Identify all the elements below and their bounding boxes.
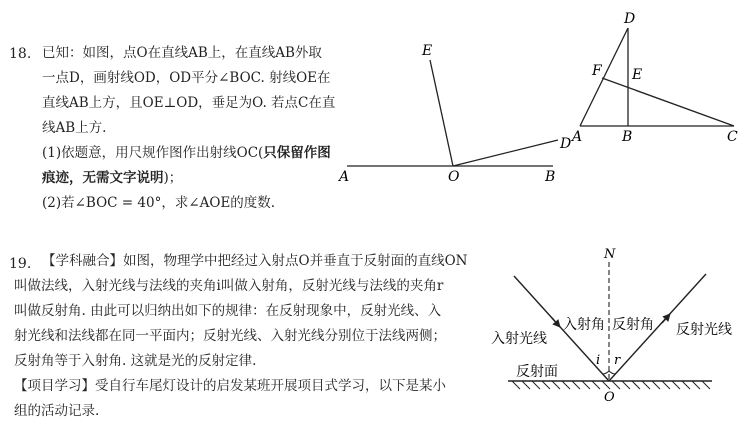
label-f: F — [592, 63, 602, 79]
q18-part-1-suffix: )； — [163, 170, 183, 186]
label-e2: E — [632, 67, 643, 83]
q18-line-4: 线AB上方. — [42, 120, 107, 136]
label-n: N — [604, 247, 616, 262]
label-incidence-angle: 入射角 — [563, 317, 605, 333]
label-r: r — [614, 353, 621, 368]
label-a: A — [339, 169, 350, 185]
label-o: O — [448, 169, 460, 185]
q19-line-3: 叫做反射角. 由此可以归纳出如下的规律：在反射现象中，反射光线、入 — [14, 303, 442, 319]
question-18-number: 18. — [9, 46, 32, 62]
label-surface: 反射面 — [516, 364, 558, 380]
q19-line-7: 组的活动记录. — [14, 403, 100, 419]
q19-line-6: 【项目学习】受自行车尾灯设计的启发某班开展项目式学习，以下是某小 — [14, 378, 446, 394]
reflected-ray-arrow — [662, 314, 670, 323]
angle-r-arc — [609, 371, 615, 374]
label-a2: A — [572, 129, 583, 145]
label-reflection-angle: 反射角 — [612, 317, 654, 333]
q18-line-2: 一点D，画射线OD，OD平分∠BOC. 射线OE在 — [42, 70, 331, 86]
q19-line-1: 【学科融合】如图，物理学中把经过入射点O并垂直于反射面的直线ON — [42, 253, 468, 269]
label-b: B — [545, 169, 556, 185]
label-c2: C — [727, 129, 738, 145]
q19-line-2: 叫做法线，入射光线与法线的夹角i叫做入射角，反射光线与法线的夹角r — [14, 278, 444, 294]
q18-line-3: 直线AB上方，且OE⊥OD，垂足为O. 若点C在直 — [42, 95, 336, 111]
incident-ray-arrow — [552, 318, 560, 327]
label-reflected-ray: 反射光线 — [676, 322, 732, 338]
q18-part-1-bold: 只保留作图 — [263, 145, 331, 161]
label-e: E — [422, 43, 433, 59]
q18-line-1: 已知：如图，点O在直线AB上，在直线AB外取 — [42, 45, 322, 61]
label-o3: O — [604, 390, 615, 405]
question-19-number: 19. — [9, 256, 32, 272]
surface-hatching — [512, 381, 710, 389]
label-i: i — [596, 353, 601, 368]
angle-i-arc — [603, 371, 609, 374]
q19-line-5: 反射角等于入射角. 这就是光的反射定律. — [14, 353, 257, 369]
q18-part-1-prefix: (1)依题意，用尺规作图作出射线OC( — [42, 145, 264, 161]
label-incident-ray: 入射光线 — [491, 331, 547, 347]
label-b2: B — [622, 129, 633, 145]
label-d2: D — [624, 11, 636, 27]
q18-part-2: (2)若∠BOC = 40°，求∠AOE的度数. — [42, 195, 276, 211]
label-d: D — [560, 136, 572, 152]
q19-line-4: 射光线和法线都在同一平面内；反射光线、入射光线分别位于法线两侧； — [14, 328, 446, 344]
q18-part-1-bold-2: 痕迹，无需文字说明 — [42, 170, 164, 186]
